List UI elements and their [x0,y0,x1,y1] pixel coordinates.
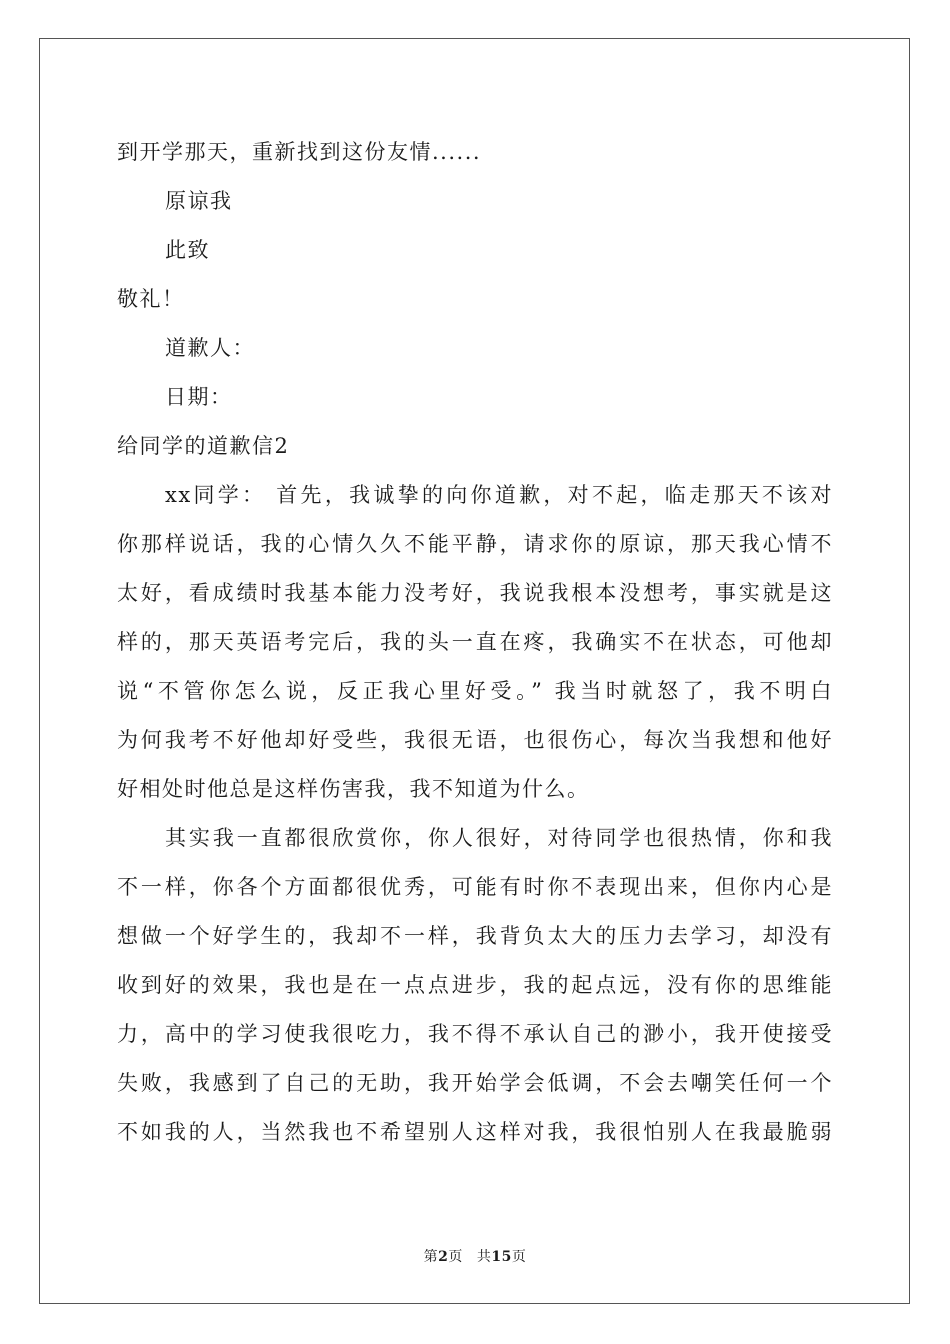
paragraph1-line: 说“不管你怎么说，反正我心里好受。” 我当时就怒了，我不明白 [117,679,833,703]
paragraph1-line: 好相处时他总是这样伤害我，我不知道为什么。 [117,777,590,801]
paragraph2-line: 不如我的人，当然我也不希望别人这样对我，我很怕别人在我最脆弱 [117,1120,833,1144]
page-prefix: 第 [423,1249,439,1265]
letter1-last-line: 到开学那天，重新找到这份友情...... [117,140,482,164]
document-body [117,128,833,1157]
paragraph2-line: 其实我一直都很欣赏你，你人很好，对待同学也很热情，你和我 [165,826,833,850]
paragraph1-line: 你那样说话，我的心情久久不能平静，请求你的原谅，那天我心情不 [117,532,833,556]
paragraph1-line: 太好，看成绩时我基本能力没考好，我说我根本没想考，事实就是这 [117,581,833,605]
total-pages: 15 [491,1249,512,1265]
paragraph2-line: 想做一个好学生的，我却不一样，我背负太大的压力去学习，却没有 [117,924,833,948]
paragraph2-line: 不一样，你各个方面都很优秀，可能有时你不表现出来，但你内心是 [117,875,833,899]
paragraph1-line: xx同学： 首先，我诚挚的向你道歉，对不起，临走那天不该对 [165,483,833,507]
page-suffix: 页 [448,1249,463,1265]
page-number: 2 [438,1249,449,1265]
total-prefix: 共 [476,1249,492,1265]
paragraph1-line: 为何我考不好他却好受些，我很无语，也很伤心，每次当我想和他好 [117,728,833,752]
paragraph2-line: 失败，我感到了自己的无助，我开始学会低调，不会去嘲笑任何一个 [117,1071,833,1095]
paragraph2-line: 收到好的效果，我也是在一点点进步，我的起点远，没有你的思维能 [117,973,833,997]
letter2-title: 给同学的道歉信2 [117,434,290,458]
apologizer-label: 道歉人： [165,336,255,360]
date-label: 日期： [165,385,233,409]
paragraph2-line: 力，高中的学习使我很吃力，我不得不承认自己的渺小，我开使接受 [117,1022,833,1046]
forgive-me-line: 原谅我 [165,189,233,213]
page-footer [0,1246,950,1266]
salutation-line: 此致 [165,238,210,262]
total-suffix: 页 [511,1249,527,1265]
regards-line: 敬礼！ [117,287,185,311]
paragraph1-line: 样的，那天英语考完后，我的头一直在疼，我确实不在状态，可他却 [117,630,833,654]
